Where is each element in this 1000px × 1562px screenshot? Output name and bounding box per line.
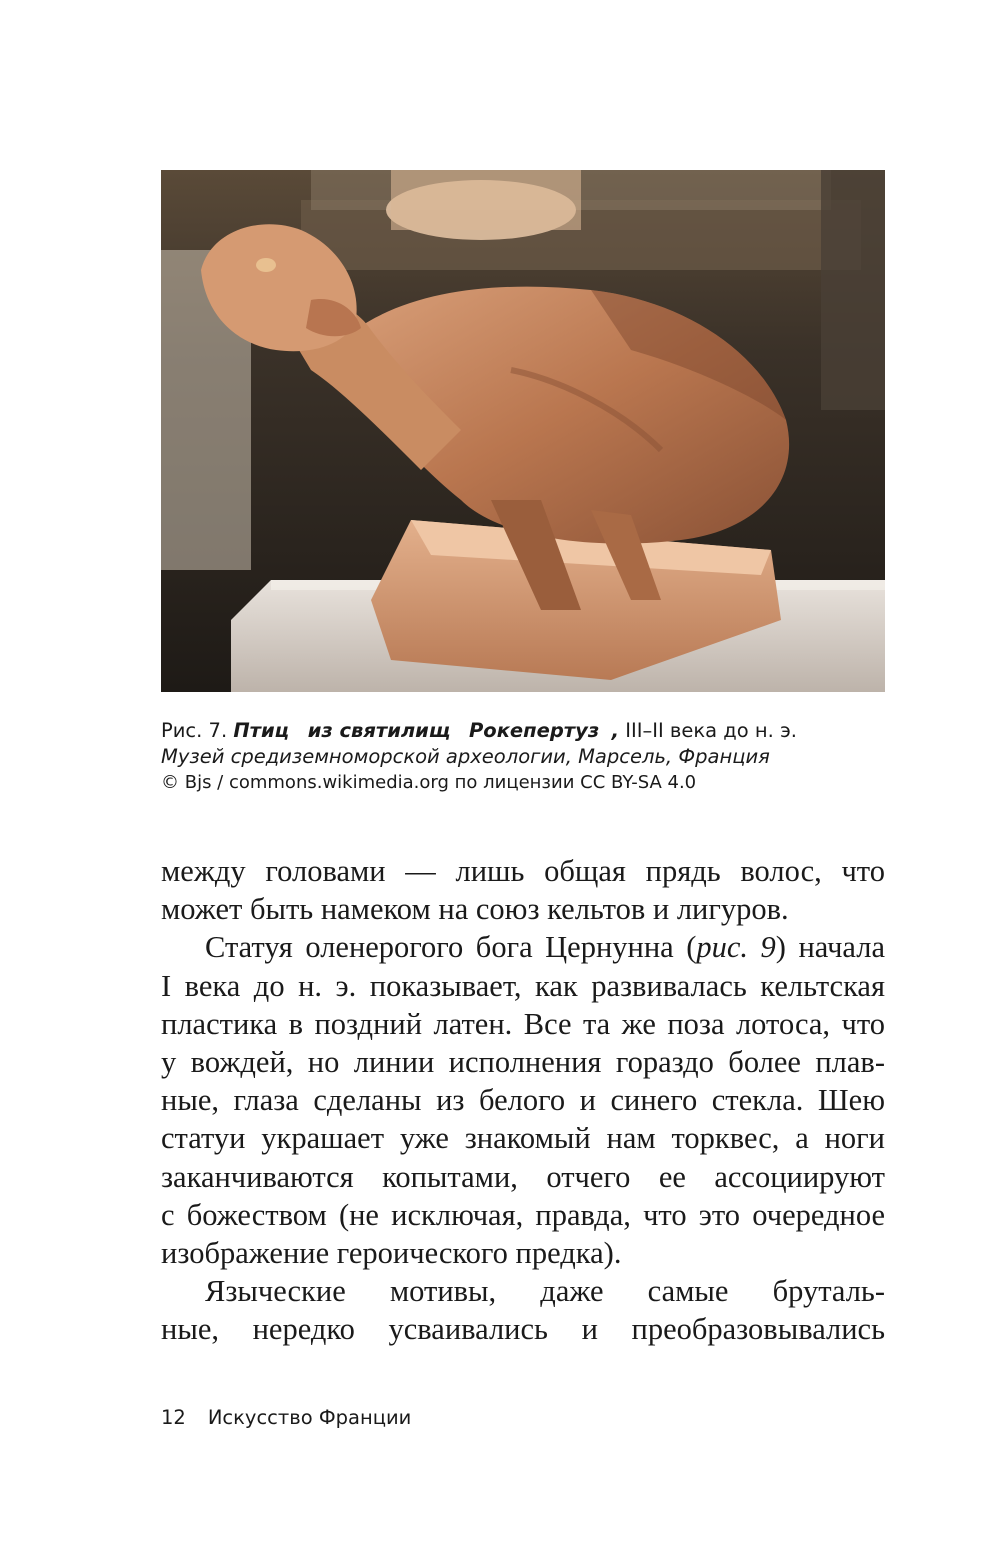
body-line: Языческие мотивы, даже самые бруталь- <box>205 1274 885 1309</box>
body-line-segment: Статуя оленерогого бога Цернунна ( <box>205 930 697 965</box>
body-line: может быть намеком на союз кельтов и лигуров. <box>161 892 789 927</box>
bird-sculpture-photo-icon <box>161 170 885 692</box>
body-line: пластика в поздний латен. Все та же поза лотоса, что <box>161 1006 885 1041</box>
caption-title-part-1: Птиц <box>233 719 290 742</box>
caption-date: III–II века до н. э. <box>625 719 797 742</box>
body-text <box>161 852 885 1348</box>
caption-title-part-2: из святилищ <box>307 719 451 742</box>
caption-title-comma: , <box>611 719 619 742</box>
body-line: с божеством (не исключая, правда, что это очередное <box>161 1197 885 1232</box>
body-line-segment: ) начала <box>775 930 885 965</box>
page-number: 12 <box>161 1406 186 1429</box>
body-line: заканчиваются копытами, отчего ее ассоциируют <box>161 1159 885 1194</box>
caption-museum: Музей средиземноморской археологии, Марсель, Франция <box>161 745 770 768</box>
caption-title-part-3: Рокепертуз <box>469 719 600 742</box>
body-line: изображение героического предка). <box>161 1235 622 1270</box>
body-line: у вождей, но линии исполнения гораздо более плав- <box>161 1044 885 1079</box>
body-line: статуи украшает уже знакомый нам торквес, а ноги <box>161 1121 885 1156</box>
body-line <box>161 928 885 966</box>
body-line: I века до н. э. показывает, как развивалась кельтская <box>161 968 885 1003</box>
caption-credit: © Bjs / commons.wikimedia.org по лицензии CC BY-SA 4.0 <box>161 772 697 793</box>
page-footer <box>161 1406 411 1429</box>
figure-photo <box>161 170 885 692</box>
figure-caption <box>161 718 885 796</box>
figure-reference: рис. 9 <box>696 930 776 965</box>
body-line: ные, нередко усваивались и преобразовывались <box>161 1312 885 1347</box>
caption-fig-label: Рис. 7. <box>161 719 228 742</box>
body-line: ные, глаза сделаны из белого и синего стекла. Шею <box>161 1083 885 1118</box>
body-line: между головами — лишь общая прядь волос, что <box>161 854 885 888</box>
caption-line-1 <box>161 718 885 744</box>
running-title: Искусство Франции <box>207 1406 412 1429</box>
